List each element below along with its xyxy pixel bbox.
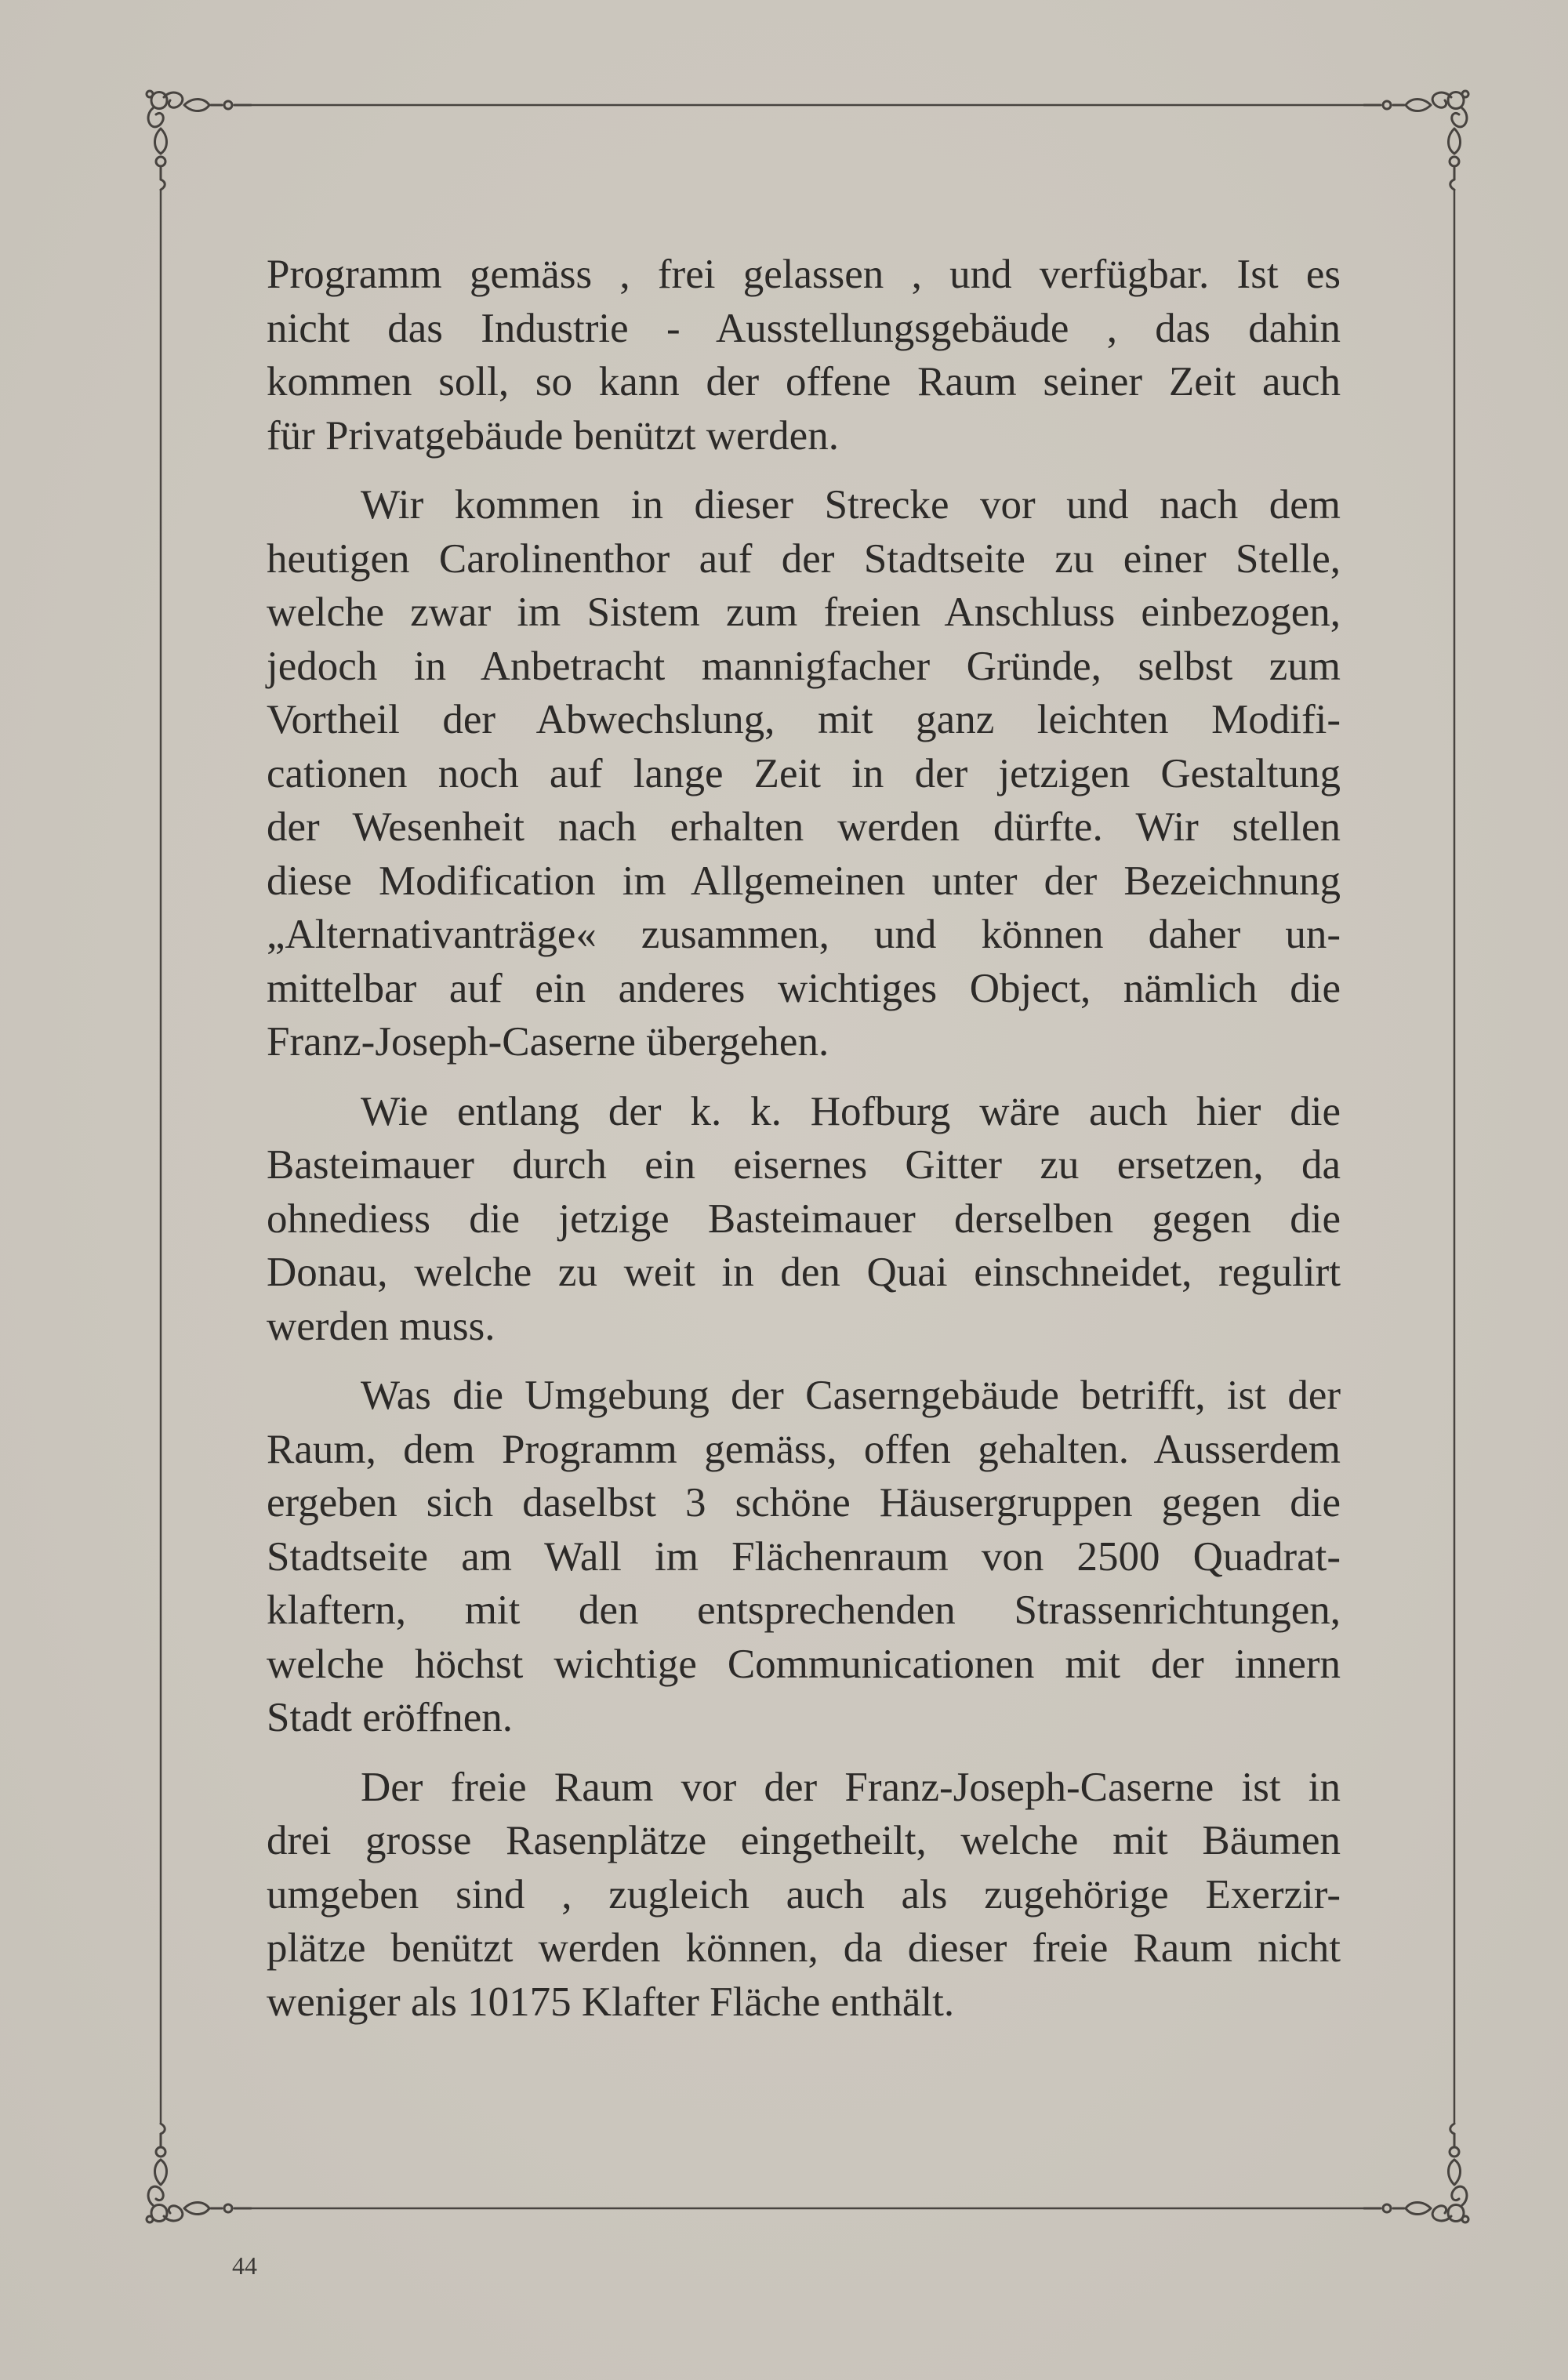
text-line: heutigen Carolinenthor auf der Stadtseite zu einer Stelle, (267, 535, 1341, 582)
text-line: Was die Umgebung der Caserngebäude betrifft, ist der (361, 1373, 1341, 1418)
text-line: Franz-Joseph-Caserne übergehen. (267, 1019, 829, 1065)
text-line: Der freie Raum vor der Franz-Joseph-Caserne ist in (361, 1764, 1341, 1810)
text-line: Donau, welche zu weit in den Quai einschneidet, regulirt (267, 1250, 1341, 1295)
text-line: „Alternativanträge« zusammen, und können daher un- (267, 912, 1341, 957)
text-line: Wir kommen in dieser Strecke vor und nach dem (361, 482, 1341, 528)
text-line: für Privatgebäude benützt werden. (267, 412, 839, 459)
paragraph (267, 478, 1341, 1069)
text-line: Programm gemäss , frei gelassen , und verfügbar. Ist es (267, 252, 1341, 297)
corner-ornament-top-right (1364, 91, 1468, 190)
paragraph (267, 1085, 1341, 1354)
text-line: welche höchst wichtige Communicationen mit der innern (267, 1641, 1341, 1687)
text-line: mittelbar auf ein anderes wichtiges Object, nämlich die (267, 965, 1341, 1011)
text-line: Basteimauer durch ein eisernes Gitter zu ersetzen, da (267, 1142, 1341, 1188)
text-line: drei grosse Rasenplätze eingetheilt, welche mit Bäumen (267, 1818, 1341, 1863)
corner-ornament-top-left (147, 91, 251, 190)
corner-ornament-bottom-left (147, 2124, 251, 2222)
text-line: werden muss. (267, 1303, 495, 1349)
text-line: kommen soll, so kann der offene Raum seiner Zeit auch (267, 359, 1341, 405)
text-line: Stadtseite am Wall im Flächenraum von 2500 Quadrat- (267, 1533, 1341, 1580)
body-text (267, 248, 1341, 2029)
text-line: diese Modification im Allgemeinen unter der Bezeichnung (267, 858, 1341, 904)
text-line: Raum, dem Programm gemäss, offen gehalten. Ausserdem (267, 1426, 1341, 1472)
text-line: welche zwar im Sistem zum freien Anschluss einbezogen, (267, 590, 1341, 635)
text-line: klaftern, mit den entsprechenden Strassenrichtungen, (267, 1587, 1341, 1633)
text-line: umgeben sind , zugleich auch als zugehörige Exerzir- (267, 1871, 1341, 1917)
page-number: 44 (232, 2251, 257, 2280)
paragraph (267, 1761, 1341, 2030)
text-line: jedoch in Anbetracht mannigfacher Gründe, selbst zum (267, 643, 1341, 689)
text-line: plätze benützt werden können, da dieser freie Raum nicht (267, 1925, 1341, 1971)
text-line: der Wesenheit nach erhalten werden dürfte. Wir stellen (267, 804, 1341, 850)
text-line: Vortheil der Abwechslung, mit ganz leichten Modifi- (267, 697, 1341, 742)
text-line: Stadt eröffnen. (267, 1695, 513, 1740)
text-line: ohnediess die jetzige Basteimauer derselben gegen die (267, 1195, 1341, 1242)
text-line: nicht das Industrie - Ausstellungsgebäude , das dahin (267, 305, 1341, 351)
text-line: ergeben sich daselbst 3 schöne Häusergruppen gegen die (267, 1480, 1341, 1526)
text-line: cationen noch auf lange Zeit in der jetzigen Gestaltung (267, 750, 1341, 796)
text-line: weniger als 10175 Klafter Fläche enthält. (267, 1979, 955, 2025)
corner-ornament-bottom-right (1364, 2124, 1468, 2222)
paragraph (267, 248, 1341, 463)
paragraph (267, 1369, 1341, 1745)
text-line: Wie entlang der k. k. Hofburg wäre auch hier die (361, 1088, 1341, 1134)
